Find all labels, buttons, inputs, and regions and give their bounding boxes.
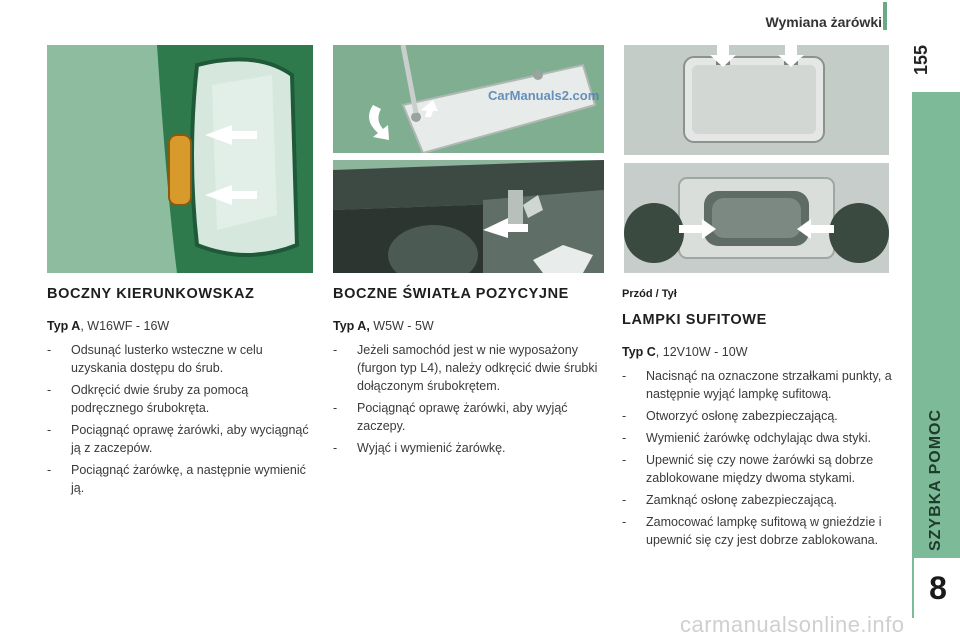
step-item: - Pociągnąć żarówkę, a następnie wymienić ją. (47, 461, 315, 497)
bulb-type-value: W5W - 5W (369, 319, 434, 333)
ceiling-lamp-bulb-illustration (624, 163, 889, 273)
page-number: 155 (910, 44, 931, 76)
step-item: - Upewnić się czy nowe żarówki są dobrze zablokowane między dwoma stykami. (622, 451, 900, 487)
step-item: - Odkręcić dwie śruby za pomocą podręcznego śrubokręta. (47, 381, 315, 417)
column-ceiling-lamps (622, 285, 900, 553)
step-item: - Otworzyć osłonę zabezpieczającą. (622, 407, 900, 425)
bulb-type (47, 317, 315, 335)
mirror-illustration (47, 45, 313, 273)
step-item: - Zamknąć osłonę zabezpieczającą. (622, 491, 900, 509)
bulb-type-label: Typ A (47, 319, 81, 333)
heading-ceiling-lamps: LAMPKI SUFITOWE (622, 312, 767, 328)
steps-ceiling-lamps (622, 367, 900, 549)
bulb-holder-illustration (333, 160, 604, 273)
chapter-tab (912, 558, 960, 618)
step-item: - Wyjąć i wymienić żarówkę. (333, 439, 608, 457)
heading-side-indicator: BOCZNY KIERUNKOWSKAZ (47, 286, 255, 302)
bulb-type-label: Typ A, (333, 319, 370, 333)
step-item: - Pociągnąć oprawę żarówki, aby wyciągnąć ją z zaczepów. (47, 421, 315, 457)
photo-watermark: CarManuals2.com (488, 88, 600, 103)
step-item: - Wymienić żarówkę odchylając dwa styki. (622, 429, 900, 447)
bulb-type-label: Typ C (622, 345, 656, 359)
bulb-type-value: , W16WF - 16W (80, 319, 170, 333)
step-item: - Jeżeli samochód jest w nie wyposażony (furgon typ L4), należy odkręcić dwie śrubki dołączonym śrubokrętem. (333, 341, 608, 395)
heading-side-position-lights: BOCZNE ŚWIATŁA POZYCYJNE (333, 286, 569, 302)
subhead-front-rear: Przód / Tył (622, 288, 677, 300)
bulb-type-value: , 12V10W - 10W (655, 345, 748, 359)
column-side-indicator (47, 285, 315, 501)
step-item: - Pociągnąć oprawę żarówki, aby wyjąć zaczepy. (333, 399, 608, 435)
bulb-type (333, 317, 608, 335)
step-item: - Nacisnąć na oznaczone strzałkami punkty, a następnie wyjąć lampkę sufitową. (622, 367, 900, 403)
chapter-number: 8 (929, 569, 947, 606)
footer-watermark: carmanualsonline.info (680, 612, 905, 637)
steps-side-position-lights (333, 341, 608, 457)
steps-side-indicator (47, 341, 315, 497)
step-item: - Zamocować lampkę sufitową w gnieździe i upewnić się czy jest dobrze zablokowana. (622, 513, 900, 549)
section-label: SZYBKA POMOC (927, 408, 944, 552)
bulb-type (622, 343, 900, 361)
step-item: - Odsunąć lusterko wsteczne w celu uzyskania dostępu do śrub. (47, 341, 315, 377)
ceiling-lamp-illustration (624, 45, 889, 155)
header-rule (883, 2, 887, 30)
running-header: Wymiana żarówki (765, 14, 882, 30)
column-side-position-lights (333, 285, 608, 461)
